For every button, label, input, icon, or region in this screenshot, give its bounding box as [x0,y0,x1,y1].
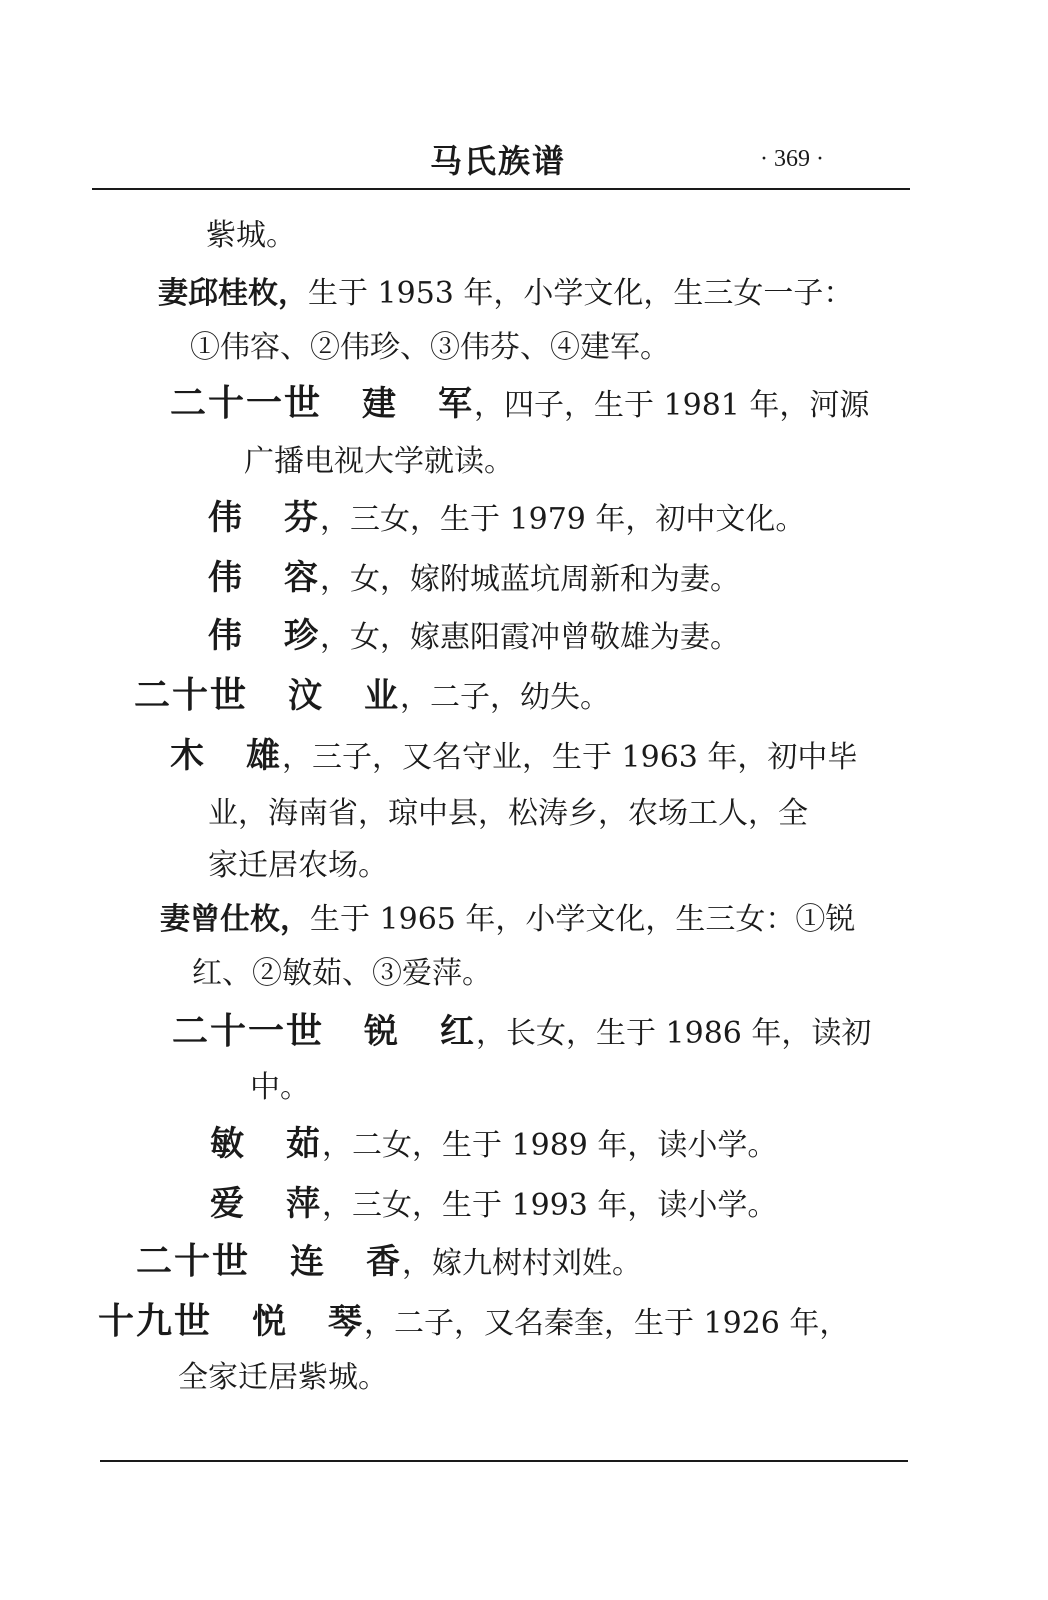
genealogy-entry: 二十一世 锐 红，长女，生于 1986 年，读初 [172,1011,872,1052]
genealogy-entry: 木 雄，三子，又名守业，生于 1963 年，初中毕 [170,736,858,776]
person-name: 伟 [208,498,244,538]
text-line: 广播电视大学就读。 [244,444,514,479]
person-name: 木 [170,736,206,776]
person-name: 琴 [328,1302,365,1342]
person-name: 建 [362,384,399,424]
spouse-entry: 妻曾仕枚，生于 1965 年，小学文化，生三女：①锐 [160,902,856,937]
generation-label: 二十一世 [172,1011,325,1052]
generation-label: 二十世 [134,675,249,716]
genealogy-entry: 二十世 连 香，嫁九树村刘姓。 [136,1241,643,1282]
text-line: ①伟容、②伟珍、③伟芬、④建军。 [190,330,670,365]
person-name: 业 [364,676,401,716]
person-name: 伟 [208,558,244,598]
text-line: 红、②敏茹、③爱萍。 [192,956,492,991]
genealogy-entry: 二十世 汶 业，二子，幼失。 [134,675,611,716]
book-title: 马氏族谱 [430,142,567,180]
spouse-name: 妻邱桂枚， [158,276,308,311]
text-line: 全家迁居紫城。 [178,1360,388,1395]
text-line: 紫城。 [206,218,296,253]
genealogy-entry: 伟 容，女，嫁附城蓝坑周新和为妻。 [208,558,740,598]
person-name: 香 [366,1242,403,1282]
person-name: 珍 [284,616,320,656]
person-name: 连 [290,1242,327,1282]
person-name: 伟 [208,616,244,656]
person-name: 芬 [284,498,320,538]
genealogy-entry: 爱 萍，三女，生于 1993 年，读小学。 [210,1184,778,1224]
text-line: 业，海南省，琼中县，松涛乡，农场工人，全 [208,796,808,831]
genealogy-entry: 十九世 悦 琴，二子，又名秦奎，生于 1926 年， [98,1301,850,1342]
person-name: 锐 [364,1012,401,1052]
generation-label: 十九世 [98,1301,213,1342]
spouse-entry: 妻邱桂枚，生于 1953 年，小学文化，生三女一子： [158,276,854,311]
page-number: · 369 · [760,146,824,172]
person-name: 悦 [252,1302,289,1342]
spouse-name: 妻曾仕枚， [160,902,310,937]
person-name: 雄 [246,736,282,776]
person-name: 汶 [288,676,325,716]
person-name: 茹 [286,1124,322,1164]
person-name: 容 [284,558,320,598]
genealogy-entry: 敏 茹，二女，生于 1989 年，读小学。 [210,1124,778,1164]
person-name: 敏 [210,1124,246,1164]
person-name: 红 [440,1012,477,1052]
person-name: 爱 [210,1184,246,1224]
footer-rule [100,1460,908,1462]
genealogy-entry: 伟 珍，女，嫁惠阳霞冲曾敬雄为妻。 [208,616,740,656]
text-line: 中。 [250,1070,310,1105]
text-line: 家迁居农场。 [208,848,388,883]
generation-label: 二十世 [136,1241,251,1282]
genealogy-entry: 二十一世 建 军，四子，生于 1981 年，河源 [170,383,870,424]
genealogy-entry: 伟 芬，三女，生于 1979 年，初中文化。 [208,498,806,538]
generation-label: 二十一世 [170,383,323,424]
person-name: 萍 [286,1184,322,1224]
header-rule [92,188,910,190]
person-name: 军 [438,384,475,424]
